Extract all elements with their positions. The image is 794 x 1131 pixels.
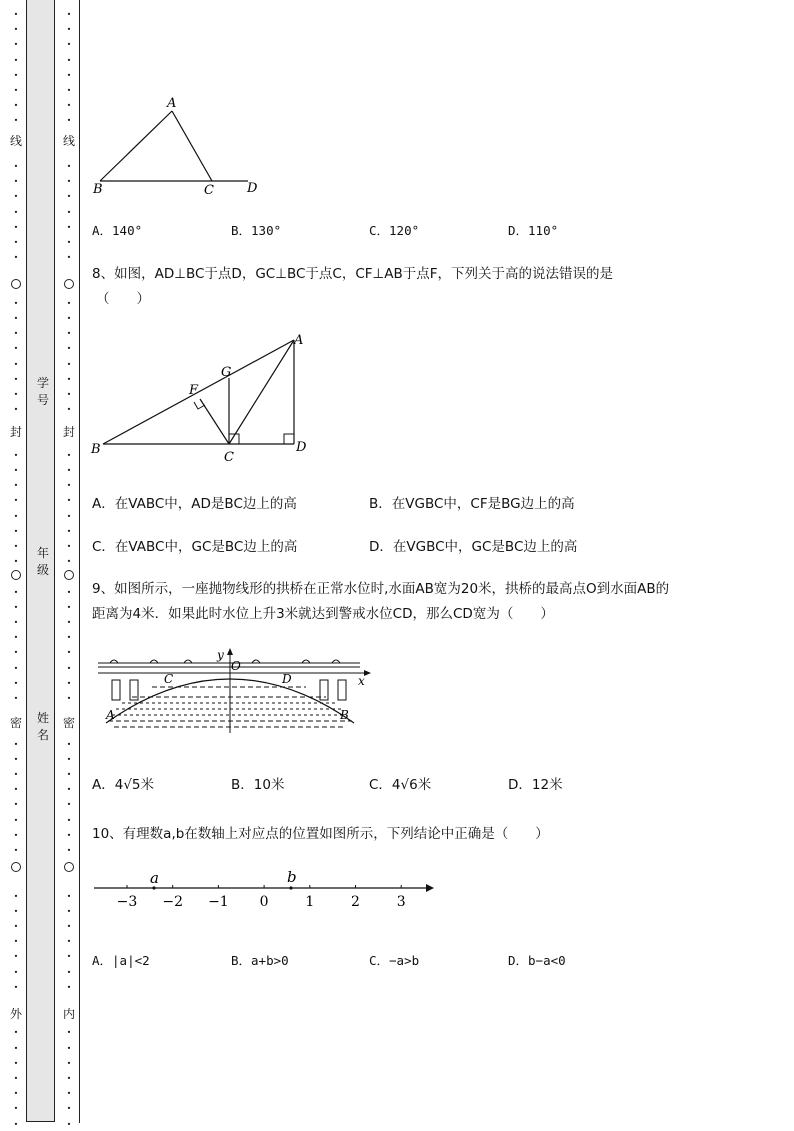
dot: · bbox=[66, 402, 72, 417]
dot: · bbox=[13, 508, 19, 523]
dot: · bbox=[13, 295, 19, 310]
binding-margin bbox=[0, 0, 82, 1131]
dot: · bbox=[13, 113, 19, 128]
dot: · bbox=[66, 341, 72, 356]
dot: · bbox=[13, 615, 19, 629]
dot: · bbox=[66, 797, 72, 812]
q7-option-d[interactable]: D．110° bbox=[508, 223, 559, 238]
dot: · bbox=[66, 736, 72, 751]
seal-mark-right: 封 bbox=[62, 425, 75, 439]
dot: · bbox=[66, 98, 72, 113]
inner-mark: 内 bbox=[62, 1007, 75, 1021]
dot: · bbox=[13, 979, 19, 994]
dot: · bbox=[66, 1055, 72, 1070]
tick-label: 3 bbox=[396, 894, 406, 910]
dot: · bbox=[66, 219, 72, 234]
dot: · bbox=[66, 934, 72, 949]
dot: · bbox=[66, 949, 72, 964]
q8-answer-bracket: （ ） bbox=[96, 291, 150, 307]
dot: · bbox=[13, 235, 19, 249]
dot: · bbox=[66, 447, 72, 462]
q7-option-a[interactable]: A．140° bbox=[92, 223, 143, 238]
dot: · bbox=[66, 235, 72, 249]
dot: · bbox=[66, 478, 72, 493]
dot: · bbox=[13, 599, 19, 614]
dot: · bbox=[66, 554, 72, 569]
dot: · bbox=[66, 113, 72, 128]
dot: · bbox=[13, 934, 19, 949]
label-x: x bbox=[358, 674, 365, 688]
dot: · bbox=[66, 204, 72, 219]
dot: · bbox=[13, 326, 19, 341]
dot: · bbox=[13, 675, 19, 690]
dot: · bbox=[13, 463, 19, 477]
label-D: D bbox=[247, 181, 258, 196]
label-D: D bbox=[282, 672, 292, 686]
tick-label: 1 bbox=[305, 894, 315, 910]
dot: · bbox=[13, 539, 19, 553]
q8-option-d[interactable]: D．在VGBC中，GC是BC边上的高 bbox=[369, 539, 578, 555]
dot: · bbox=[66, 751, 72, 766]
dot: · bbox=[66, 463, 72, 477]
outer-mark: 外 bbox=[9, 1007, 22, 1021]
q8-option-b[interactable]: B．在VGBC中，CF是BG边上的高 bbox=[369, 496, 575, 512]
dot: · bbox=[66, 356, 72, 371]
circle-icon bbox=[11, 279, 21, 289]
dot: · bbox=[13, 98, 19, 113]
label-F: F bbox=[189, 383, 199, 398]
dot: · bbox=[66, 52, 72, 67]
label-y: y bbox=[217, 648, 224, 662]
point-b bbox=[289, 886, 292, 889]
dot: · bbox=[13, 523, 19, 538]
label-C: C bbox=[204, 183, 214, 198]
dot: · bbox=[66, 539, 72, 553]
tick-label: −1 bbox=[208, 894, 229, 910]
label-D: D bbox=[296, 440, 307, 455]
dot: · bbox=[13, 1055, 19, 1070]
q10-option-a[interactable]: A．|a|<2 bbox=[92, 953, 150, 968]
dot: · bbox=[66, 645, 72, 660]
dot: · bbox=[13, 67, 19, 82]
dot: · bbox=[66, 675, 72, 690]
dot: · bbox=[13, 1116, 19, 1131]
q9-option-a[interactable]: A．4√5米 bbox=[92, 777, 155, 793]
dot: · bbox=[13, 478, 19, 493]
q10-stem: 10、有理数a,b在数轴上对应点的位置如图所示，下列结论中正确是（ ） bbox=[92, 826, 549, 842]
dot: · bbox=[13, 356, 19, 371]
q10-option-d[interactable]: D．b−a<0 bbox=[508, 953, 566, 968]
dot: · bbox=[66, 630, 72, 645]
dot: · bbox=[13, 964, 19, 979]
q7-option-b[interactable]: B．130° bbox=[231, 223, 282, 238]
dot: · bbox=[66, 827, 72, 842]
dot: · bbox=[66, 1040, 72, 1055]
circle-icon bbox=[11, 862, 21, 872]
dot: · bbox=[13, 751, 19, 766]
dot: · bbox=[13, 767, 19, 781]
q9-option-d[interactable]: D．12米 bbox=[508, 777, 563, 793]
dot: · bbox=[66, 888, 72, 903]
dot: · bbox=[66, 782, 72, 797]
dot: · bbox=[66, 326, 72, 341]
dot: · bbox=[66, 584, 72, 599]
label-B: B bbox=[91, 442, 101, 457]
dot: · bbox=[66, 599, 72, 614]
dot: · bbox=[13, 219, 19, 234]
label-C: C bbox=[164, 672, 174, 686]
dot: · bbox=[66, 189, 72, 204]
circle-icon bbox=[64, 862, 74, 872]
label-B: B bbox=[340, 708, 349, 722]
q9-stem-line1: 9、如图所示，一座抛物线形的拱桥在正常水位时,水面AB宽为20米，拱桥的最高点O到水面AB的 bbox=[92, 581, 670, 597]
dot: · bbox=[66, 67, 72, 82]
triangle-figure-q8 bbox=[88, 330, 318, 465]
dot: · bbox=[66, 250, 72, 265]
dot: · bbox=[13, 311, 19, 325]
grade-field: 年级 bbox=[36, 546, 49, 577]
q8-option-a[interactable]: A．在VABC中，AD是BC边上的高 bbox=[92, 496, 297, 512]
dot: · bbox=[13, 782, 19, 797]
tick-label: −3 bbox=[116, 894, 138, 910]
dot: · bbox=[66, 919, 72, 933]
label-A: A bbox=[294, 333, 304, 348]
dot: · bbox=[13, 812, 19, 827]
label-G: G bbox=[221, 365, 232, 380]
dot: · bbox=[13, 903, 19, 918]
dot: · bbox=[13, 493, 19, 508]
dot: · bbox=[66, 493, 72, 508]
dot: · bbox=[13, 1101, 19, 1116]
dot: · bbox=[66, 1101, 72, 1116]
dot: · bbox=[66, 1071, 72, 1085]
dot: · bbox=[13, 22, 19, 37]
circle-icon bbox=[11, 570, 21, 580]
q9-option-c[interactable]: C．4√6米 bbox=[369, 777, 432, 793]
label-B: B bbox=[93, 182, 103, 197]
student-number-field: 学号 bbox=[36, 376, 49, 407]
dot: · bbox=[66, 523, 72, 538]
dot: · bbox=[66, 37, 72, 52]
tick-label: 0 bbox=[259, 894, 269, 910]
dot: · bbox=[13, 554, 19, 569]
q8-stem: 8、如图，AD⊥BC于点D，GC⊥BC于点C，CF⊥AB于点F，下列关于高的说法错误的是 bbox=[92, 266, 614, 282]
tick-label: −2 bbox=[162, 894, 184, 910]
triangle-figure-q7 bbox=[90, 95, 270, 200]
seal-mark-left: 封 bbox=[9, 425, 22, 439]
dot: · bbox=[66, 691, 72, 705]
dot: · bbox=[13, 736, 19, 751]
label-b: b bbox=[287, 868, 297, 886]
name-field: 姓名 bbox=[36, 711, 49, 742]
dot: · bbox=[66, 174, 72, 189]
dot: · bbox=[13, 402, 19, 417]
label-C: C bbox=[224, 450, 234, 465]
q9-stem-line2: 距离为4米．如果此时水位上升3米就达到警戒水位CD，那么CD宽为（ ） bbox=[92, 606, 554, 622]
dot: · bbox=[66, 964, 72, 979]
dot: · bbox=[66, 843, 72, 857]
binding-line bbox=[79, 0, 80, 1123]
dot: · bbox=[13, 919, 19, 933]
dot: · bbox=[66, 979, 72, 994]
q7-option-c[interactable]: C．120° bbox=[369, 223, 420, 238]
dot: · bbox=[66, 1116, 72, 1131]
number-line bbox=[90, 865, 440, 915]
dot: · bbox=[66, 371, 72, 386]
dot: · bbox=[13, 159, 19, 173]
dot: · bbox=[66, 387, 72, 401]
dot: · bbox=[13, 888, 19, 903]
dot: · bbox=[66, 1025, 72, 1040]
dot: · bbox=[66, 159, 72, 173]
dot: · bbox=[13, 660, 19, 675]
dot: · bbox=[13, 1086, 19, 1101]
line-mark-right: 线 bbox=[62, 134, 75, 148]
dot: · bbox=[66, 7, 72, 21]
dot: · bbox=[13, 83, 19, 97]
dot: · bbox=[13, 371, 19, 386]
label-A: A bbox=[167, 96, 177, 111]
dot: · bbox=[13, 52, 19, 67]
dot: · bbox=[66, 83, 72, 97]
dot: · bbox=[66, 1086, 72, 1101]
dot: · bbox=[66, 311, 72, 325]
dot: · bbox=[13, 204, 19, 219]
circle-icon bbox=[64, 570, 74, 580]
secret-mark-right: 密 bbox=[62, 716, 75, 730]
dot: · bbox=[66, 615, 72, 629]
dot: · bbox=[66, 767, 72, 781]
q9-option-b[interactable]: B．10米 bbox=[231, 777, 285, 793]
tick-label: 2 bbox=[351, 894, 360, 910]
dot: · bbox=[13, 37, 19, 52]
dot: · bbox=[13, 843, 19, 857]
dot: · bbox=[13, 1071, 19, 1085]
dot: · bbox=[13, 341, 19, 356]
label-A: A bbox=[106, 708, 115, 722]
dot: · bbox=[13, 797, 19, 812]
dot: · bbox=[13, 827, 19, 842]
secret-mark-left: 密 bbox=[9, 716, 22, 730]
dot: · bbox=[13, 630, 19, 645]
dot: · bbox=[13, 250, 19, 265]
dot: · bbox=[13, 387, 19, 401]
dot: · bbox=[13, 949, 19, 964]
label-O: O bbox=[231, 659, 241, 673]
q10-option-b[interactable]: B．a+b>0 bbox=[231, 953, 289, 968]
circle-icon bbox=[64, 279, 74, 289]
dot: · bbox=[66, 508, 72, 523]
dot: · bbox=[13, 7, 19, 21]
dot: · bbox=[13, 189, 19, 204]
dot: · bbox=[66, 295, 72, 310]
dot: · bbox=[13, 1025, 19, 1040]
dot: · bbox=[13, 1040, 19, 1055]
dot: · bbox=[66, 812, 72, 827]
dot: · bbox=[66, 903, 72, 918]
q10-option-c[interactable]: C．−a>b bbox=[369, 953, 420, 968]
dot: · bbox=[13, 691, 19, 705]
dot: · bbox=[13, 645, 19, 660]
q8-option-c[interactable]: C．在VABC中，GC是BC边上的高 bbox=[92, 539, 298, 555]
line-mark-left: 线 bbox=[9, 134, 22, 148]
dot: · bbox=[66, 22, 72, 37]
label-a: a bbox=[150, 869, 159, 887]
dot: · bbox=[13, 584, 19, 599]
arch-bridge-figure bbox=[92, 645, 382, 740]
dot: · bbox=[13, 174, 19, 189]
dot: · bbox=[13, 447, 19, 462]
dot: · bbox=[66, 660, 72, 675]
